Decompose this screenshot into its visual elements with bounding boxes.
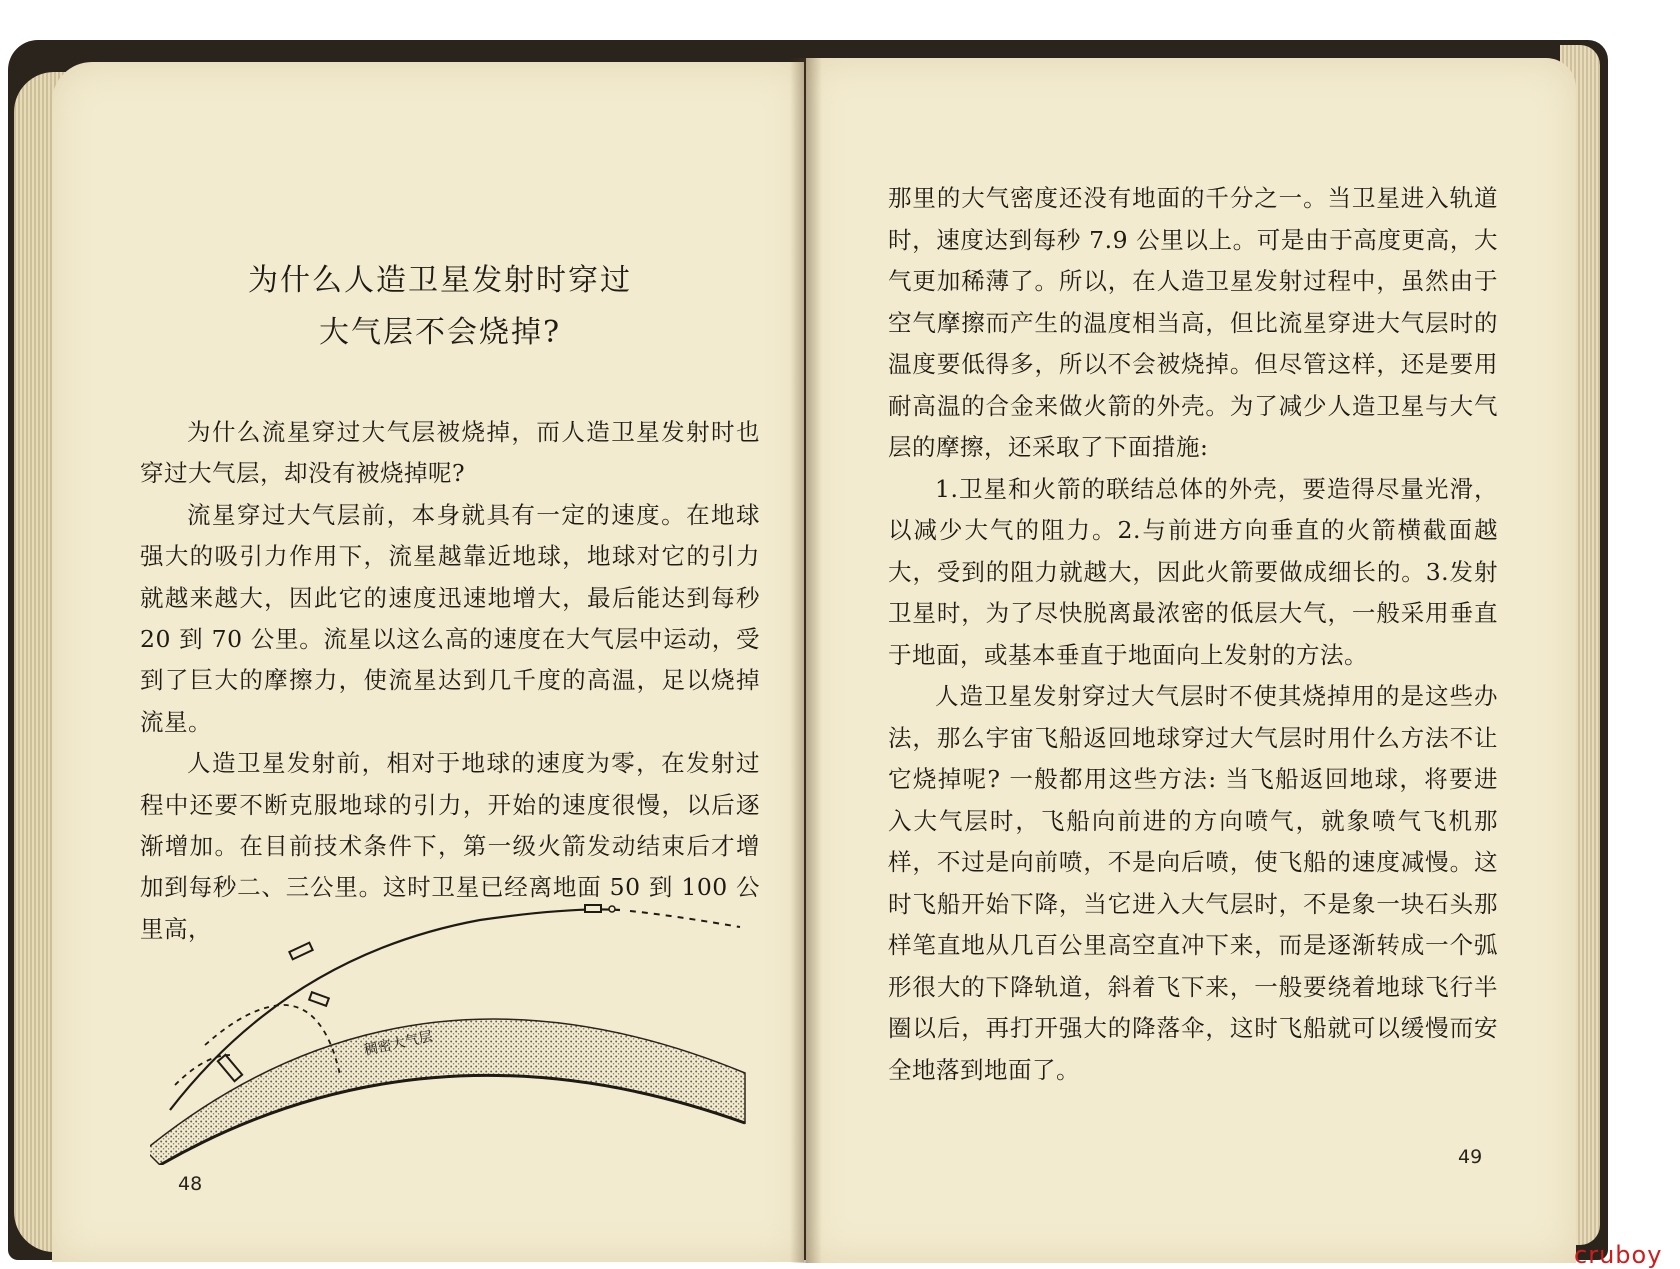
- left-paragraph-1: 为什么流星穿过大气层被烧掉，而人造卫星发射时也穿过大气层，却没有被烧掉呢?: [140, 418, 760, 488]
- article-title-line2: 大气层不会烧掉?: [318, 315, 562, 350]
- watermark-text: cruboy: [1574, 1241, 1663, 1269]
- right-continued-paragraph: 那里的大气密度还没有地面的千分之一。当卫星进入轨道时，速度达到每秒 7.9 公里以上。可是由于高度更高，大气更加稀薄了。所以，在人造卫星发射过程中，虽然由于空气摩擦而产生的温度相当高，但比流星穿进大气层时的温度要低得多，所以不会被烧掉。但尽管这样，还是要用耐高温的合金来做火箭的外壳。为了减少人造卫星与大气层的摩擦，还采取了下面措施:: [888, 184, 1498, 461]
- left-paragraph-3: 人造卫星发射前，相对于地球的速度为零，在发射过程中还要不断克服地球的引力，开始的速度很慢，以后逐渐增加。在目前技术条件下，第一级火箭发动结束后才增加到每秒二、三公里。这时卫星已经离地面 50 到 100 公里高，: [140, 749, 760, 943]
- left-page-body: [140, 412, 760, 950]
- orbit-dashed-extension: [630, 911, 740, 927]
- book-gutter: [790, 58, 822, 1263]
- right-paragraph-1: 1.卫星和火箭的联结总体的外壳，要造得尽量光滑，以减少大气的阻力。2.与前进方向垂直的火箭横截面越大，受到的阻力就越大，因此火箭要做成细长的。3.发射卫星时，为了尽快脱离最浓密的低层大气，一般采用垂直于地面，或基本垂直于地面向上发射的方法。: [888, 474, 1498, 669]
- right-paragraph-2: 人造卫星发射穿过大气层时不使其烧掉用的是这些办法，那么宇宙飞船返回地球穿过大气层时用什么方法不让它烧掉呢? 一般都用这些方法: 当飞船返回地球，将要进入大气层时，飞船向前进的方向喷气，就象喷气飞机那样，不过是向前喷，不是向后喷，使飞船的速度减慢。这时飞船开始下降，当它进入大气层时，不是象一块石头那样笔直地从几百公里高空直冲下来，而是逐渐转成一个弧形很大的下降轨道，斜着飞下来，一般要绕着地球飞行半圈以后，再打开强大的降落伞，这时飞船就可以缓慢而安全地落到地面了。: [888, 682, 1498, 1084]
- article-title-line1: 为什么人造卫星发射时穿过: [248, 263, 632, 298]
- rocket-stage-2: [289, 943, 312, 960]
- page-number-right: 49: [1458, 1146, 1483, 1168]
- satellite-launch-diagram: [150, 895, 750, 1165]
- right-page-body: [888, 178, 1498, 1091]
- page-number-left: 48: [178, 1173, 203, 1195]
- figure-label-dense-atmosphere: 稠密大气层: [362, 1028, 435, 1059]
- satellite-dot: [609, 906, 615, 912]
- left-paragraph-2: 流星穿过大气层前，本身就具有一定的速度。在地球强大的吸引力作用下，流星越靠近地球，地球对它的引力就越来越大，因此它的速度迅速地增大，最后能达到每秒 20 到 70 公里。流星以这么高的速度在大气层中运动，受到了巨大的摩擦力，使流星达到几千度的高温，足以烧掉流星。: [140, 500, 760, 736]
- satellite: [585, 905, 601, 912]
- rocket-stage-3: [309, 992, 329, 1006]
- rocket-stage-1: [218, 1055, 242, 1081]
- atmosphere-band: [150, 1019, 745, 1165]
